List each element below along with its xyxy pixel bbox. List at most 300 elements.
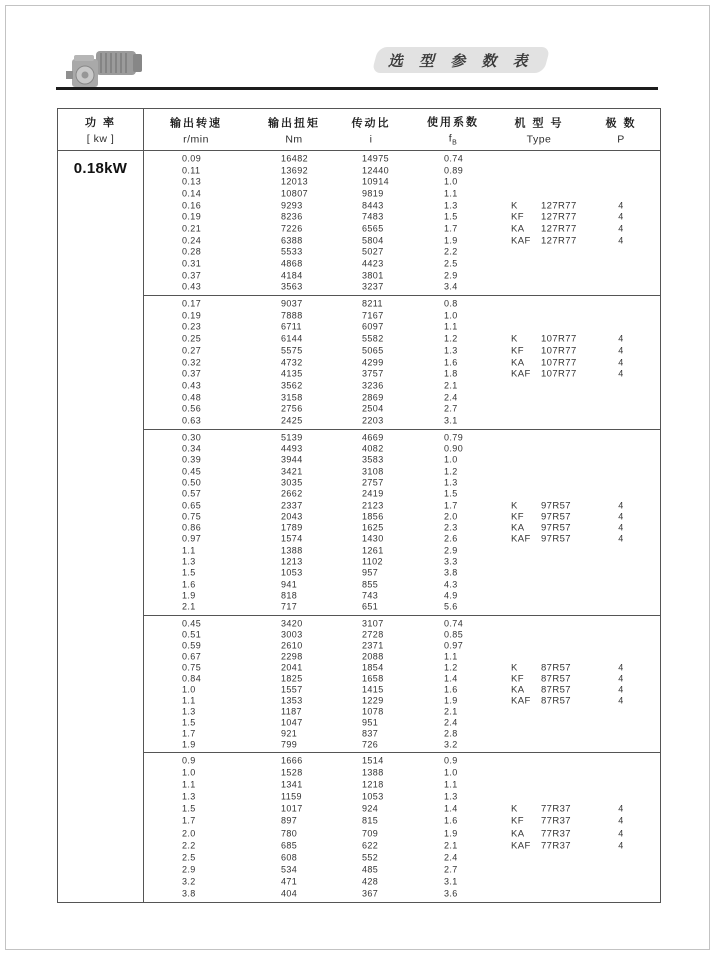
output-torque-cell: 2043: [281, 511, 303, 522]
output-torque-cell: 2041: [281, 662, 303, 672]
ratio-cell: 428: [362, 876, 379, 887]
output-speed-cell: 0.45: [182, 618, 202, 628]
output-speed-cell: 0.14: [182, 188, 202, 199]
table-row: [144, 523, 660, 534]
output-torque-cell: 1388: [281, 545, 303, 556]
service-factor-cell: 1.9: [444, 695, 458, 705]
model-code: 97R57: [541, 511, 571, 523]
output-torque-cell: 8236: [281, 211, 303, 222]
table-row: [144, 281, 660, 293]
output-speed-cell: 0.59: [182, 640, 202, 650]
model-type-cell: [511, 212, 577, 222]
col-header-power: [58, 109, 144, 150]
output-torque-cell: 3944: [281, 454, 303, 465]
table-row: [144, 840, 660, 852]
model-code: 127R77: [541, 211, 577, 223]
output-torque-cell: 2610: [281, 640, 303, 650]
table-body: [58, 151, 660, 902]
service-factor-cell: 1.0: [444, 767, 458, 778]
torque-header-unit: Nm: [285, 133, 303, 145]
output-torque-cell: 3420: [281, 618, 303, 628]
table-row: [144, 717, 660, 728]
output-torque-cell: 1825: [281, 673, 303, 683]
output-speed-cell: 1.1: [182, 545, 196, 556]
output-speed-cell: 0.43: [182, 380, 202, 391]
table-row: [144, 415, 660, 427]
poles-cell: 4: [618, 522, 624, 533]
table-row: [144, 779, 660, 791]
power-header-unit: [ kw ]: [86, 133, 115, 145]
output-speed-cell: 3.8: [182, 888, 196, 899]
output-torque-cell: 9037: [281, 298, 303, 309]
table-row: [144, 827, 660, 839]
ratio-cell: 2419: [362, 488, 384, 499]
col-header-ratio: [352, 114, 391, 145]
ratio-cell: 9819: [362, 188, 384, 199]
model-code: 87R57: [541, 672, 571, 684]
output-torque-cell: 16482: [281, 153, 309, 164]
service-factor-cell: 2.4: [444, 852, 458, 863]
output-speed-cell: 1.6: [182, 579, 196, 590]
model-code: 77R37: [541, 839, 571, 851]
ratio-cell: 951: [362, 717, 379, 727]
output-torque-cell: 1017: [281, 803, 303, 814]
output-speed-cell: 0.50: [182, 477, 202, 488]
output-torque-cell: 780: [281, 828, 298, 838]
model-code: 127R77: [541, 199, 577, 211]
model-type-cell: [511, 370, 577, 380]
model-prefix: KA: [511, 356, 525, 368]
ratio-cell: 3107: [362, 618, 384, 628]
ratio-cell: 8443: [362, 200, 384, 211]
service-factor-cell: 2.3: [444, 522, 458, 533]
table-row: [144, 345, 660, 357]
table-row: [144, 728, 660, 739]
service-factor-cell: 3.8: [444, 567, 458, 578]
service-factor-cell: 2.8: [444, 728, 458, 738]
table-row: [144, 852, 660, 864]
output-torque-cell: 1789: [281, 522, 303, 533]
output-speed-cell: 0.24: [182, 235, 202, 246]
output-torque-cell: 4184: [281, 270, 303, 281]
output-torque-cell: 1528: [281, 767, 303, 778]
service-factor-cell: 0.74: [444, 153, 464, 164]
table-row: [144, 392, 660, 404]
model-block: [144, 430, 660, 616]
service-factor-cell: 3.3: [444, 556, 458, 567]
output-speed-cell: 2.9: [182, 864, 196, 875]
output-torque-cell: 2298: [281, 651, 303, 661]
poles-cell: 4: [618, 684, 624, 694]
service-factor-cell: 2.9: [444, 270, 458, 281]
service-factor-cell: 2.4: [444, 717, 458, 727]
model-type-cell: [511, 535, 571, 545]
factor-header-unit: $f_B$: [448, 131, 458, 147]
ratio-cell: 4082: [362, 443, 384, 454]
service-factor-cell: 2.6: [444, 533, 458, 544]
output-torque-cell: 3562: [281, 380, 303, 391]
output-speed-cell: 1.1: [182, 779, 196, 790]
output-speed-cell: 1.0: [182, 684, 196, 694]
model-type-cell: [511, 201, 577, 211]
poles-cell: 4: [618, 828, 624, 838]
output-speed-cell: 0.16: [182, 200, 202, 211]
ratio-cell: 957: [362, 567, 379, 578]
output-torque-cell: 404: [281, 888, 298, 899]
service-factor-cell: 3.1: [444, 876, 458, 887]
service-factor-cell: 2.1: [444, 380, 458, 391]
col-header-output-speed: [170, 114, 222, 145]
ratio-cell: 1388: [362, 767, 384, 778]
service-factor-cell: 1.6: [444, 815, 458, 826]
poles-cell: 4: [618, 223, 624, 234]
ratio-cell: 709: [362, 828, 379, 838]
table-row: [144, 803, 660, 815]
output-torque-cell: 10807: [281, 188, 309, 199]
service-factor-cell: 1.3: [444, 477, 458, 488]
service-factor-cell: 2.7: [444, 403, 458, 414]
output-speed-cell: 0.75: [182, 662, 202, 672]
col-header-output-torque: [268, 114, 320, 145]
ratio-cell: 1856: [362, 511, 384, 522]
output-speed-cell: 1.9: [182, 590, 196, 601]
table-row: [144, 223, 660, 235]
output-speed-cell: 3.2: [182, 876, 196, 887]
output-speed-cell: 0.32: [182, 357, 202, 368]
output-torque-cell: 2756: [281, 403, 303, 414]
table-row: [144, 590, 660, 601]
table-row: [144, 477, 660, 488]
model-type-cell: [511, 685, 571, 695]
ratio-cell: 7483: [362, 211, 384, 222]
model-prefix: KF: [511, 511, 524, 523]
ratio-cell: 367: [362, 888, 379, 899]
ratio-cell: 3757: [362, 368, 384, 379]
output-speed-cell: 0.67: [182, 651, 202, 661]
speed-header-label: 输出转速: [170, 117, 222, 129]
ratio-cell: 1625: [362, 522, 384, 533]
model-code: 77R37: [541, 815, 571, 827]
output-speed-cell: 0.37: [182, 270, 202, 281]
ratio-cell: 2728: [362, 629, 384, 639]
output-speed-cell: 0.25: [182, 333, 202, 344]
table-row: [144, 545, 660, 556]
model-prefix: KAF: [511, 234, 531, 246]
model-code: 97R57: [541, 499, 571, 511]
table-row: [144, 755, 660, 767]
service-factor-cell: 1.1: [444, 321, 458, 332]
output-torque-cell: 13692: [281, 165, 309, 175]
ratio-cell: 1261: [362, 545, 384, 556]
service-factor-cell: 0.8: [444, 298, 458, 309]
ratio-cell: 5582: [362, 333, 384, 344]
service-factor-cell: 0.74: [444, 618, 464, 628]
model-type-cell: [511, 674, 571, 684]
table-row: [144, 246, 660, 258]
model-code: 87R57: [541, 694, 571, 706]
model-code: 127R77: [541, 223, 577, 235]
output-speed-cell: 2.1: [182, 601, 196, 612]
output-torque-cell: 4868: [281, 258, 303, 269]
output-speed-cell: 0.97: [182, 533, 202, 544]
table-row: [144, 368, 660, 380]
service-factor-cell: 1.4: [444, 803, 458, 814]
output-speed-cell: 0.65: [182, 500, 202, 511]
col-header-model-type: [514, 114, 563, 145]
table-row: [144, 629, 660, 640]
table-row: [144, 270, 660, 282]
output-speed-cell: 1.3: [182, 556, 196, 567]
model-type-cell: [511, 805, 571, 815]
service-factor-cell: 1.2: [444, 466, 458, 477]
service-factor-cell: 0.97: [444, 640, 464, 650]
model-prefix: K: [511, 803, 518, 815]
output-speed-cell: 0.28: [182, 246, 202, 257]
ratio-cell: 8211: [362, 298, 383, 309]
table-row: [144, 695, 660, 706]
output-torque-cell: 818: [281, 590, 298, 601]
model-type-cell: [511, 501, 571, 511]
service-factor-cell: 5.6: [444, 601, 458, 612]
power-value: 0.18kW: [73, 160, 128, 177]
model-prefix: K: [511, 499, 518, 511]
poles-cell: 4: [618, 211, 624, 222]
output-torque-cell: 3421: [281, 466, 303, 477]
output-speed-cell: 1.3: [182, 791, 196, 802]
output-torque-cell: 5575: [281, 345, 303, 356]
ratio-cell: 1078: [362, 706, 384, 716]
ratio-cell: 1415: [362, 684, 384, 694]
model-type-cell: [511, 696, 571, 706]
service-factor-cell: 0.90: [444, 443, 464, 454]
page-title: 选 型 参 数 表: [388, 52, 534, 70]
output-speed-cell: 1.5: [182, 803, 196, 814]
output-speed-cell: 0.27: [182, 345, 202, 356]
table-row: [144, 298, 660, 310]
output-torque-cell: 3563: [281, 281, 303, 292]
output-torque-cell: 6144: [281, 333, 303, 344]
output-torque-cell: 1213: [281, 556, 303, 567]
table-row: [144, 651, 660, 662]
poles-cell: 4: [618, 333, 624, 344]
output-speed-cell: 0.45: [182, 466, 202, 477]
model-type-cell: [511, 236, 577, 246]
output-speed-cell: 0.21: [182, 223, 202, 234]
service-factor-cell: 1.4: [444, 673, 458, 683]
output-torque-cell: 7888: [281, 310, 303, 321]
model-code: 107R77: [541, 368, 577, 380]
model-type-cell: [511, 512, 571, 522]
output-speed-cell: 1.0: [182, 767, 196, 778]
poles-cell: 4: [618, 695, 624, 705]
table-row: [144, 404, 660, 416]
output-torque-cell: 608: [281, 852, 298, 863]
model-code: 127R77: [541, 234, 577, 246]
gearmotor-photo: [66, 45, 150, 93]
ratio-header-label: 传动比: [351, 117, 391, 129]
ratio-cell: 1102: [362, 556, 383, 567]
table-row: [144, 200, 660, 212]
output-speed-cell: 1.7: [182, 728, 196, 738]
type-header-label: 机 型 号: [514, 117, 564, 129]
model-type-cell: [511, 817, 571, 827]
output-speed-cell: 0.84: [182, 673, 202, 683]
service-factor-cell: 1.2: [444, 662, 458, 672]
output-torque-cell: 2662: [281, 488, 303, 499]
ratio-header-unit: i: [369, 133, 373, 145]
model-code: 87R57: [541, 683, 571, 695]
output-speed-cell: 1.5: [182, 717, 196, 727]
service-factor-cell: 1.7: [444, 500, 458, 511]
model-prefix: KAF: [511, 839, 531, 851]
ratio-cell: 1854: [362, 662, 384, 672]
ratio-cell: 14975: [362, 153, 390, 164]
service-factor-cell: 1.2: [444, 333, 458, 344]
type-header-unit: Type: [526, 133, 552, 145]
output-speed-cell: 1.9: [182, 739, 196, 749]
ratio-cell: 2869: [362, 392, 384, 403]
output-speed-cell: 0.23: [182, 321, 202, 332]
ratio-cell: 5065: [362, 345, 384, 356]
output-torque-cell: 2337: [281, 500, 303, 511]
output-speed-cell: 0.86: [182, 522, 202, 533]
output-speed-cell: 1.1: [182, 695, 196, 705]
poles-header-unit: P: [617, 133, 625, 145]
output-speed-cell: 2.2: [182, 840, 196, 851]
model-block: [144, 151, 660, 296]
service-factor-cell: 1.9: [444, 235, 458, 246]
output-torque-cell: 7226: [281, 223, 303, 234]
model-prefix: KA: [511, 522, 525, 534]
table-header-right: [144, 109, 660, 150]
poles-cell: 4: [618, 235, 624, 246]
service-factor-cell: 1.7: [444, 223, 458, 234]
output-speed-cell: 0.9: [182, 755, 196, 766]
model-type-cell: [511, 841, 571, 851]
output-torque-cell: 471: [281, 876, 298, 887]
model-type-cell: [511, 358, 577, 368]
output-torque-cell: 921: [281, 728, 298, 738]
service-factor-cell: 1.0: [444, 454, 458, 465]
service-factor-cell: 3.4: [444, 281, 458, 292]
service-factor-cell: 3.6: [444, 888, 458, 899]
table-row: [144, 321, 660, 333]
table-row: [144, 864, 660, 876]
ratio-cell: 1430: [362, 533, 384, 544]
table-row: [144, 739, 660, 750]
output-torque-cell: 1353: [281, 695, 303, 705]
table-row: [144, 165, 660, 177]
col-header-poles: [605, 114, 636, 145]
table-header-row: [58, 109, 660, 151]
output-torque-cell: 5533: [281, 246, 303, 257]
output-speed-cell: 1.5: [182, 567, 196, 578]
model-prefix: K: [511, 333, 518, 345]
table-row: [144, 357, 660, 369]
table-row: [144, 500, 660, 511]
model-prefix: KAF: [511, 533, 531, 545]
output-speed-cell: 0.63: [182, 415, 202, 426]
ratio-cell: 924: [362, 803, 379, 814]
service-factor-cell: 0.85: [444, 629, 464, 639]
service-factor-cell: 2.0: [444, 511, 458, 522]
ratio-cell: 855: [362, 579, 379, 590]
poles-cell: 4: [618, 368, 624, 379]
service-factor-cell: 3.1: [444, 415, 458, 426]
output-speed-cell: 0.34: [182, 443, 202, 454]
output-speed-cell: 0.75: [182, 511, 202, 522]
service-factor-cell: 0.79: [444, 432, 464, 443]
ratio-cell: 5804: [362, 235, 384, 246]
table-row: [144, 176, 660, 188]
output-speed-cell: 2.5: [182, 852, 196, 863]
output-torque-cell: 534: [281, 864, 298, 875]
table-row: [144, 310, 660, 322]
service-factor-cell: 1.1: [444, 651, 458, 661]
output-speed-cell: 0.39: [182, 454, 202, 465]
output-torque-cell: 3003: [281, 629, 303, 639]
output-torque-cell: 1666: [281, 755, 303, 766]
ratio-cell: 2088: [362, 651, 384, 661]
model-prefix: KF: [511, 672, 524, 684]
service-factor-cell: 1.1: [444, 779, 458, 790]
model-code: 77R37: [541, 803, 571, 815]
output-speed-cell: 0.19: [182, 310, 202, 321]
ratio-cell: 5027: [362, 246, 384, 257]
output-speed-cell: 0.30: [182, 432, 202, 443]
table-row: [144, 466, 660, 477]
ratio-cell: 10914: [362, 176, 390, 187]
output-speed-cell: 1.7: [182, 815, 196, 826]
table-row: [144, 235, 660, 247]
ratio-cell: 3237: [362, 281, 384, 292]
poles-cell: 4: [618, 662, 624, 672]
output-speed-cell: 0.31: [182, 258, 202, 269]
service-factor-cell: 1.6: [444, 684, 458, 694]
ratio-cell: 651: [362, 601, 379, 612]
output-torque-cell: 897: [281, 815, 298, 826]
table-row: [144, 188, 660, 200]
power-cell: [58, 151, 144, 902]
model-prefix: KA: [511, 683, 525, 695]
service-factor-cell: 0.9: [444, 755, 458, 766]
service-factor-cell: 2.5: [444, 258, 458, 269]
output-torque-cell: 941: [281, 579, 298, 590]
output-torque-cell: 6388: [281, 235, 303, 246]
ratio-cell: 3236: [362, 380, 384, 391]
service-factor-cell: 1.5: [444, 211, 458, 222]
table-row: [144, 662, 660, 673]
model-prefix: KAF: [511, 368, 531, 380]
model-prefix: KA: [511, 827, 525, 839]
service-factor-cell: 1.8: [444, 368, 458, 379]
ratio-cell: 1218: [362, 779, 384, 790]
ratio-cell: 4423: [362, 258, 384, 269]
service-factor-cell: 1.5: [444, 488, 458, 499]
output-speed-cell: 2.0: [182, 828, 196, 838]
output-torque-cell: 4135: [281, 368, 303, 379]
poles-cell: 4: [618, 840, 624, 851]
ratio-cell: 1229: [362, 695, 384, 705]
ratio-cell: 2371: [362, 640, 384, 650]
model-prefix: K: [511, 661, 518, 673]
table-row: [144, 455, 660, 466]
model-prefix: KA: [511, 223, 525, 235]
page-title-badge: [372, 47, 551, 73]
table-row: [144, 489, 660, 500]
model-type-cell: [511, 523, 571, 533]
service-factor-cell: 1.9: [444, 828, 458, 838]
